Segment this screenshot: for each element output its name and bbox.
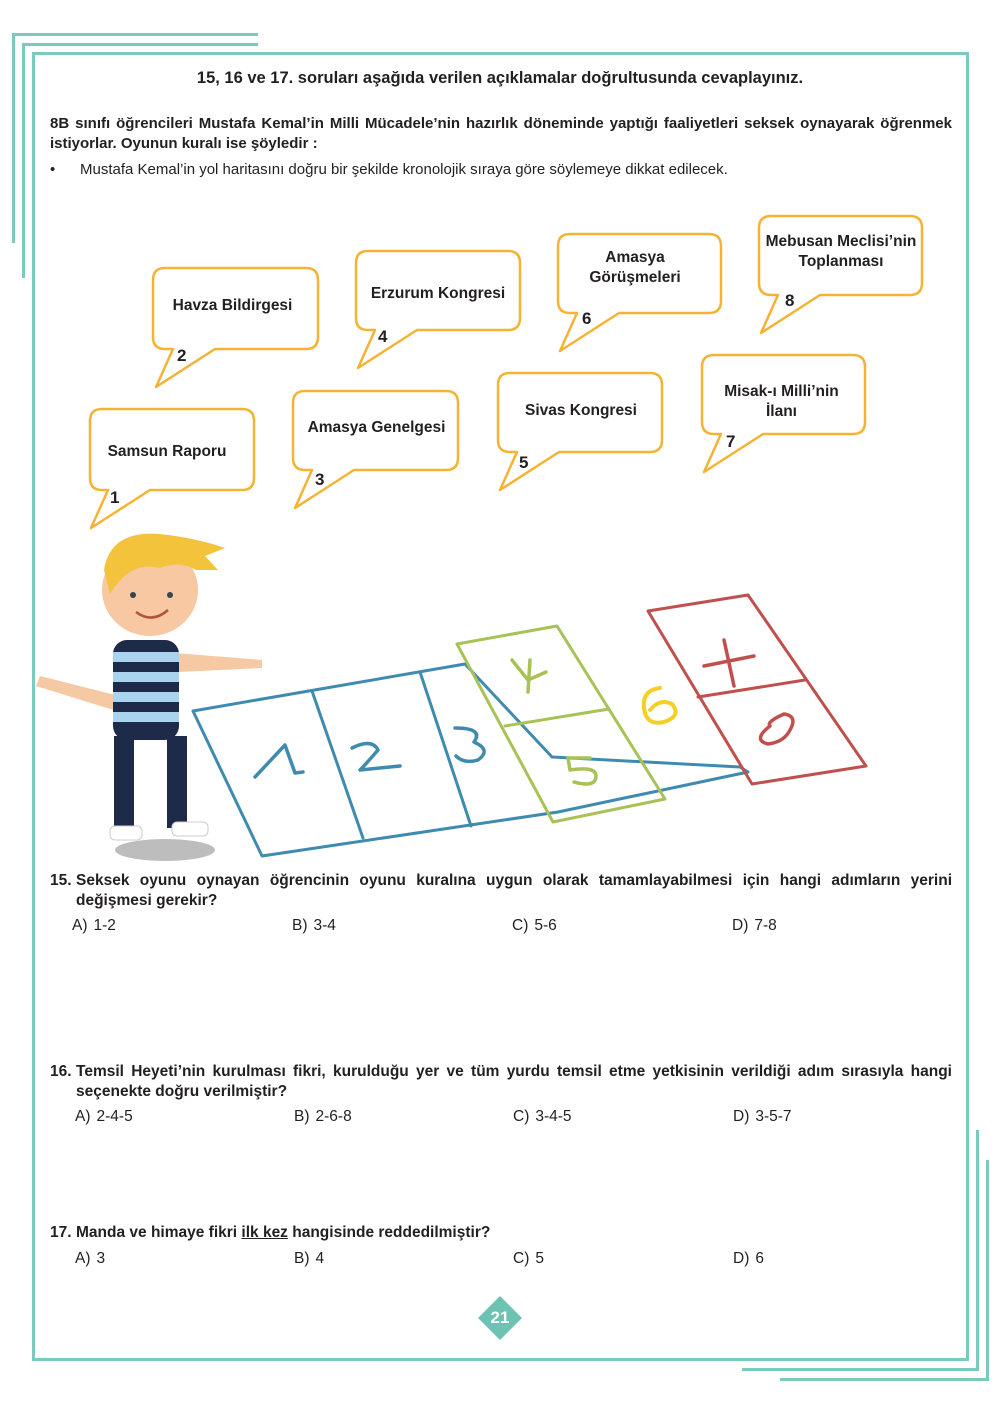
frame-top-outer	[12, 33, 258, 36]
question-15-stem	[50, 871, 952, 911]
option-value: 2-6-8	[315, 1108, 352, 1125]
question-15-option-c[interactable]	[512, 917, 557, 935]
frame-br-inner-v	[976, 1130, 979, 1370]
option-value: 7-8	[754, 917, 777, 934]
question-17-option-a[interactable]	[75, 1250, 105, 1268]
question-15-option-b[interactable]	[292, 917, 336, 935]
bubble-5-label: Sivas Kongresi	[525, 402, 637, 419]
question-17-text-end: hangisinde reddedilmiştir?	[287, 1224, 491, 1241]
question-16-text: Temsil Heyeti’nin kurulması fikri, kurulduğu yer ve tüm yurdu temsil etme yetkisinin verildiği adım sırasıyla hangi seçenekte doğru verilmiştir?	[76, 1063, 952, 1100]
speech-bubble-1	[90, 409, 254, 528]
option-label: C)	[513, 1108, 530, 1125]
question-15-number: 15.	[50, 872, 72, 889]
option-label: D)	[733, 1250, 750, 1267]
option-label: B)	[294, 1250, 310, 1267]
question-15-text: Seksek oyunu oynayan öğrencinin oyunu kuralına uygun olarak tamamlayabilmesi için hangi adımların yerini değişmesi gerekir?	[76, 872, 952, 909]
bubble-4-label: Erzurum Kongresi	[370, 285, 506, 302]
hopscotch-red	[648, 595, 866, 784]
question-16-option-a[interactable]	[75, 1108, 133, 1126]
question-17-text-start: Manda ve himaye fikri	[76, 1224, 242, 1241]
hopscotch-green	[457, 626, 665, 822]
bubble-8-label	[756, 232, 926, 272]
page-number: 21	[490, 1308, 510, 1327]
option-label: A)	[72, 917, 88, 934]
bubble-4-number: 4	[378, 327, 388, 346]
bubble-1-label: Samsun Raporu	[107, 443, 227, 460]
question-17-number: 17.	[50, 1224, 72, 1241]
frame-main-top	[32, 52, 969, 55]
option-value: 2-4-5	[96, 1108, 133, 1125]
question-17-option-c[interactable]	[513, 1250, 544, 1268]
bullet-marker: •	[50, 161, 56, 178]
bubble-7-label	[704, 382, 859, 422]
bubble-3-number: 3	[315, 470, 325, 489]
speech-bubble-3	[293, 391, 458, 508]
option-label: D)	[733, 1108, 750, 1125]
hopscotch-six	[644, 688, 676, 723]
bubble-1-number: 1	[110, 488, 120, 507]
boy-figure	[36, 534, 262, 861]
hopscotch-blue	[193, 664, 748, 856]
option-label: C)	[512, 917, 529, 934]
option-value: 1-2	[93, 917, 116, 934]
bubble-7-label-line1: Misak-ı Milli’nin	[724, 383, 839, 400]
bubble-2-label: Havza Bildirgesi	[172, 297, 293, 314]
bubble-7-label-line2: İlanı	[765, 403, 797, 420]
rule-text: Mustafa Kemal’in yol haritasını doğru bir şekilde kronolojik sıraya göre söylemeye dikkat edilecek.	[80, 161, 728, 178]
question-17-stem	[50, 1223, 952, 1243]
question-17-option-d[interactable]	[733, 1250, 764, 1268]
bubble-6-number: 6	[582, 309, 592, 328]
question-17-underlined: ilk kez	[241, 1224, 288, 1241]
option-value: 3-5-7	[755, 1108, 792, 1125]
option-value: 3	[96, 1250, 106, 1267]
question-17-text	[50, 1223, 952, 1243]
option-value: 4	[315, 1250, 325, 1267]
option-label: D)	[732, 917, 749, 934]
question-16-number: 16.	[50, 1063, 72, 1080]
bubble-6-label	[560, 248, 710, 288]
option-value: 3-4-5	[535, 1108, 572, 1125]
question-16-option-b[interactable]	[294, 1108, 352, 1126]
question-16-option-c[interactable]	[513, 1108, 572, 1126]
option-label: A)	[75, 1250, 91, 1267]
option-label: C)	[513, 1250, 530, 1267]
bubble-5-number: 5	[519, 453, 529, 472]
question-16-stem	[50, 1062, 952, 1102]
option-label: B)	[292, 917, 308, 934]
bubble-7-number: 7	[726, 432, 736, 451]
question-16-option-d[interactable]	[733, 1108, 792, 1126]
speech-bubble-4	[356, 251, 520, 368]
option-value: 3-4	[313, 917, 336, 934]
question-15-option-d[interactable]	[732, 917, 777, 935]
bubble-3-label: Amasya Genelgesi	[307, 419, 446, 436]
frame-br-outer-h	[780, 1378, 989, 1381]
intro-paragraph: 8B sınıfı öğrencileri Mustafa Kemal’in Milli Mücadele’nin hazırlık döneminde yaptığı faaliyetleri seksek oynayarak öğrenmek istiyorlar. Oyunun kuralı ise şöyledir :	[50, 115, 952, 152]
bubble-8-number: 8	[785, 291, 795, 310]
frame-top-inner	[22, 43, 258, 46]
bubble-2-number: 2	[177, 346, 187, 365]
option-value: 5	[535, 1250, 544, 1267]
section-title: 15, 16 ve 17. soruları aşağıda verilen açıklamalar doğrultusunda cevaplayınız.	[196, 69, 804, 87]
option-label: A)	[75, 1108, 91, 1125]
option-value: 6	[755, 1250, 764, 1267]
frame-br-inner-h	[742, 1368, 979, 1371]
option-label: B)	[294, 1108, 310, 1125]
bubble-8-label-line2: Toplanması	[798, 253, 884, 270]
bubble-6-label-line1: Amasya	[605, 249, 665, 266]
question-17-option-b[interactable]	[294, 1250, 324, 1268]
rule-bullet-item	[50, 161, 728, 178]
bubble-6-label-line2: Görüşmeleri	[589, 269, 681, 286]
frame-main-bottom	[32, 1358, 969, 1361]
question-15-option-a[interactable]	[72, 917, 116, 935]
option-value: 5-6	[534, 917, 557, 934]
bubble-8-label-line1: Mebusan Meclisi’nin	[765, 233, 917, 250]
frame-br-outer-v	[986, 1160, 989, 1380]
speech-bubble-2	[153, 268, 318, 387]
